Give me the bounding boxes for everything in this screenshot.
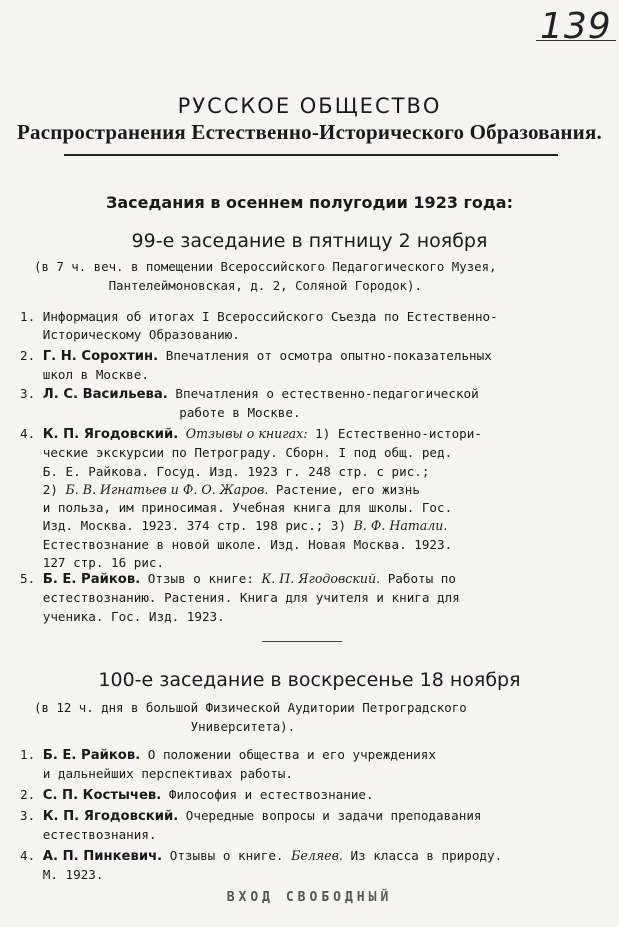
meeting-99-item-1: 1. Информация об итогах I Всероссийского Съезда по Естественно- Историческому Образованию. — [20, 309, 498, 343]
meeting-99-item-2: 2. Г. Н. Сорохтин. Впечатления от осмотра опытно-показательных школ в Москве. — [20, 348, 492, 383]
archive-number: 139 — [540, 6, 612, 47]
sessions-heading: Заседания в осеннем полугодии 1923 года: — [106, 193, 513, 212]
society-subtitle: Распространения Естественно-Исторического Образования. — [17, 120, 602, 144]
footer-stamp: ВХОД СВОБОДНЫЙ — [226, 890, 393, 905]
meeting-99-item-4: 4. К. П. Ягодовский. Отзывы о книгах: 1) Естественно-истори- ческие экскурсии по Петрограду. Сборн. I под общ. ред. Б. Е. Райкова. Госуд. Изд. 1923 г. 248 стр. с рис.; 2) Б. В. Игнатьев и Ф. О. Жаров. Растение, его жизнь и польза, им приносимая. Учебная книга для школы. Гос. Изд. Москва. 1923. 374 стр. 198 рис.; 3) В. Ф. Натали. Естествознание в новой школе. Изд. Новая Москва. 1923. 127 стр. 16 рис. — [20, 426, 482, 571]
meeting-100-note: (в 12 ч. дня в большой Физической Аудитории Петроградского Университета). — [34, 700, 467, 734]
meeting-100-item-2: 2. С. П. Костычев. Философия и естествознание. — [20, 787, 374, 803]
meeting-99-title: 99-е заседание в пятницу 2 ноября — [131, 230, 488, 252]
meeting-100-title: 100-е заседание в воскресенье 18 ноября — [98, 669, 521, 691]
meeting-100-item-3: 3. К. П. Ягодовский. Очередные вопросы и задачи преподавания естествознания. — [20, 808, 482, 843]
meeting-100-item-4: 4. А. П. Пинкевич. Отзывы о книге. Беляев. Из класса в природу. М. 1923. — [20, 848, 503, 883]
society-title: РУССКОЕ ОБЩЕСТВО — [177, 94, 442, 118]
section-separator — [262, 641, 342, 642]
meeting-100-item-1: 1. Б. Е. Райков. О положении общества и его учреждениях и дальнейших перспективах работы. — [20, 747, 436, 782]
meeting-99-item-3: 3. Л. С. Васильева. Впечатления о естественно-педагогической работе в Москве. — [20, 386, 479, 421]
meeting-99-note: (в 7 ч. веч. в помещении Всероссийского Педагогического Музея, Пантелеймоновская, д. 2, Соляной Городок). — [34, 259, 497, 293]
meeting-99-item-5: 5. Б. Е. Райков. Отзыв о книге: К. П. Ягодовский. Работы по естествознанию. Растения. Книга для учителя и книга для ученика. Гос. Изд. 1923. — [20, 571, 460, 624]
header-rule — [64, 154, 558, 156]
